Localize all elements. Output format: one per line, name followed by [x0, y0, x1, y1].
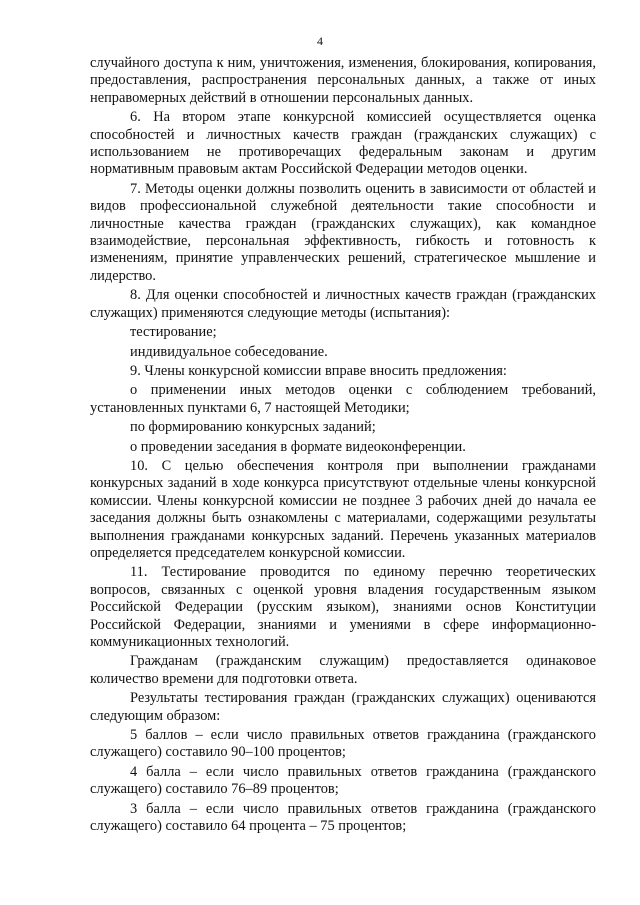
paragraph-continuation: случайного доступа к ним, уничтожения, изменения, блокирования, копирования, предоставления, распространения персональных данных, а также от иных неправомерных действий в отношении персональных данных.	[90, 55, 596, 106]
paragraph-item-8: 8. Для оценки способностей и личностных качеств граждан (гражданских служащих) применяются следующие методы (испытания):	[90, 287, 596, 321]
paragraph-item-7: 7. Методы оценки должны позволить оценить в зависимости от областей и видов профессиональной служебной деятельности такие способности и личностные качества граждан (гражданских служащих), как командное взаимодействие, персональная эффективность, гибкость и готовность к изменениям, принятие управленческих решений, стратегическое мышление и лидерство.	[90, 180, 596, 284]
paragraph-time: Гражданам (гражданским служащим) предоставляется одинаковое количество времени для подготовки ответа.	[90, 653, 596, 687]
paragraph-item-9: 9. Члены конкурсной комиссии вправе вносить предложения:	[130, 362, 507, 379]
paragraph-item-11: 11. Тестирование проводится по единому перечню теоретических вопросов, связанных с оценкой уровня владения государственным языком Российской Федерации (русским языком), знаниями основ Конституции Российской Федерации, знаниями и умениями в сфере информационно-коммуникационных технологий.	[90, 564, 596, 650]
document-body	[90, 55, 596, 835]
score-item-5: 5 баллов – если число правильных ответов гражданина (гражданского служащего) составило 90–100 процентов;	[90, 727, 596, 761]
paragraph-results: Результаты тестирования граждан (гражданских служащих) оцениваются следующим образом:	[90, 690, 596, 724]
score-item-3: 3 балла – если число правильных ответов гражданина (гражданского служащего) составило 64 процента – 75 процентов;	[90, 800, 596, 835]
list-item-other-methods: о применении иных методов оценки с соблюдением требований, установленных пунктами 6, 7 настоящей Методики;	[90, 382, 596, 416]
list-item-videoconference: о проведении заседания в формате видеоконференции.	[130, 438, 466, 455]
paragraph-item-10: 10. С целью обеспечения контроля при выполнении гражданами конкурсных заданий в ходе конкурса присутствуют отдельные члены конкурсной комиссии. Члены конкурсной комиссии не позднее 3 рабочих дней до начала ее заседания должны быть ознакомлены с материалами, содержащими результаты выполнения гражданами конкурсных заданий. Перечень указанных материалов определяется председателем конкурсной комиссии.	[90, 457, 596, 561]
page-number: 4	[317, 34, 323, 48]
paragraph-item-6: 6. На втором этапе конкурсной комиссией осуществляется оценка способностей и личностных качеств граждан (гражданских служащих) с использованием не противоречащих федеральным законам и другим нормативным правовым актам Российской Федерации методов оценки.	[90, 109, 596, 178]
score-item-4: 4 балла – если число правильных ответов гражданина (гражданского служащего) составило 76–89 процентов;	[90, 763, 596, 798]
list-item-testing: тестирование;	[130, 324, 217, 341]
list-item-tasks: по формированию конкурсных заданий;	[130, 419, 376, 436]
list-item-interview: индивидуальное собеседование.	[130, 343, 328, 360]
